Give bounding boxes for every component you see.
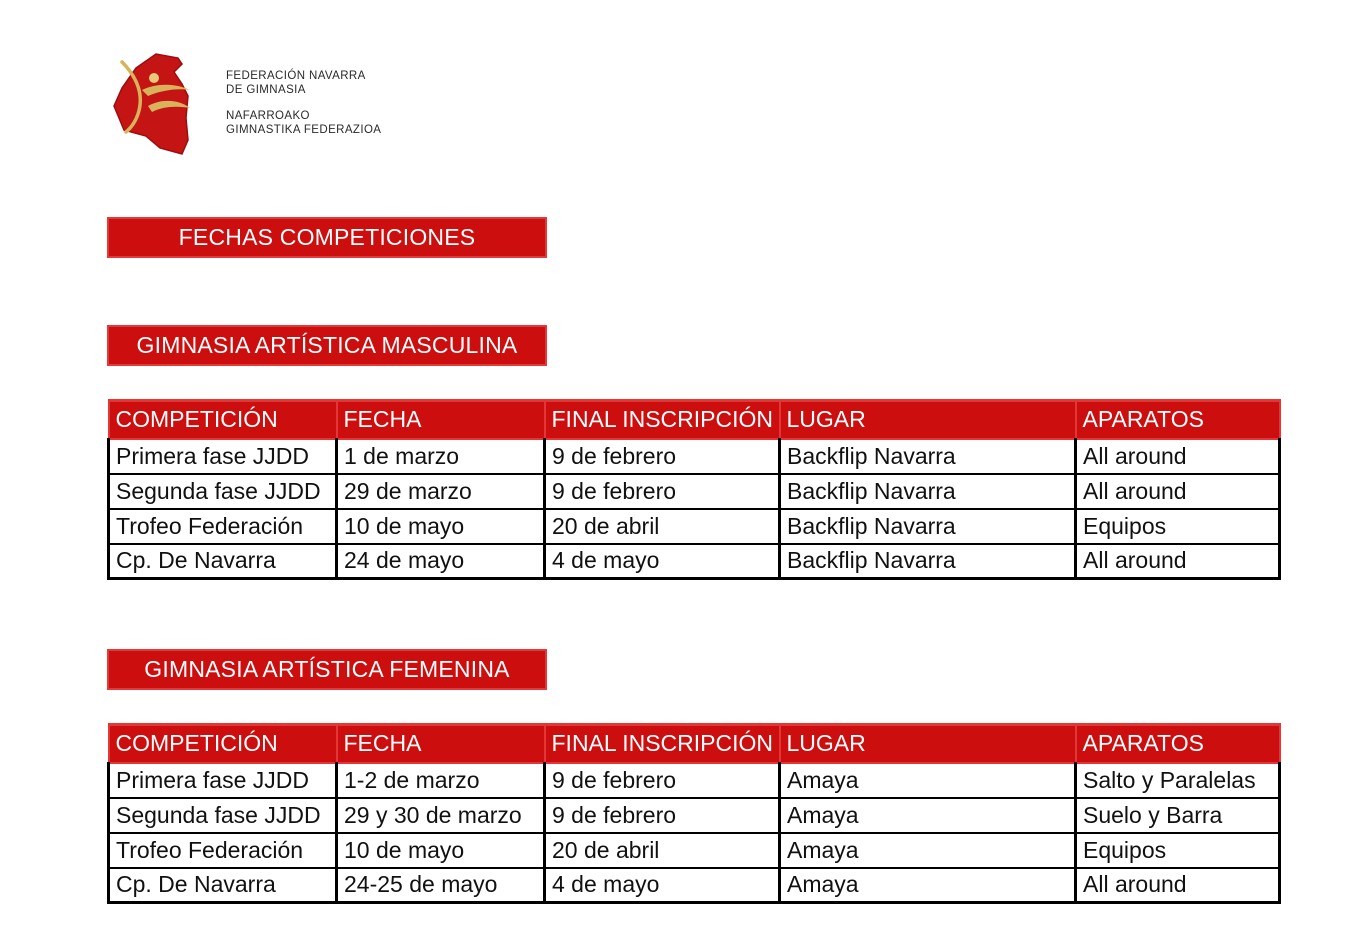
header-aparatos: APARATOS bbox=[1076, 401, 1280, 439]
cell-fecha: 24 de mayo bbox=[337, 544, 545, 579]
header-fecha: FECHA bbox=[337, 401, 545, 439]
table-row bbox=[109, 544, 1280, 579]
cell-aparatos: Equipos bbox=[1076, 833, 1280, 868]
table-row bbox=[109, 763, 1280, 798]
header-lugar: LUGAR bbox=[780, 401, 1076, 439]
table-row bbox=[109, 474, 1280, 509]
cell-fecha: 29 y 30 de marzo bbox=[337, 798, 545, 833]
cell-fecha: 10 de mayo bbox=[337, 509, 545, 544]
federation-emblem-icon bbox=[108, 48, 218, 160]
cell-competicion: Segunda fase JJDD bbox=[109, 798, 337, 833]
cell-competicion: Trofeo Federación bbox=[109, 509, 337, 544]
table-row bbox=[109, 439, 1280, 474]
section-heading-masculina: GIMNASIA ARTÍSTICA MASCULINA bbox=[107, 325, 547, 366]
logo-text bbox=[226, 69, 381, 137]
cell-lugar: Amaya bbox=[780, 798, 1076, 833]
cell-final-inscripcion: 9 de febrero bbox=[545, 474, 780, 509]
cell-lugar: Amaya bbox=[780, 833, 1076, 868]
cell-competicion: Cp. De Navarra bbox=[109, 544, 337, 579]
cell-competicion: Cp. De Navarra bbox=[109, 868, 337, 903]
cell-aparatos: Equipos bbox=[1076, 509, 1280, 544]
cell-final-inscripcion: 20 de abril bbox=[545, 833, 780, 868]
page-title: FECHAS COMPETICIONES bbox=[107, 217, 547, 258]
competitions-table-masculina bbox=[107, 399, 1281, 580]
logo-line-1: FEDERACIÓN NAVARRA bbox=[226, 70, 366, 82]
cell-lugar: Backflip Navarra bbox=[780, 439, 1076, 474]
cell-lugar: Amaya bbox=[780, 868, 1076, 903]
cell-aparatos: Salto y Paralelas bbox=[1076, 763, 1280, 798]
table-row bbox=[109, 798, 1280, 833]
header-final-inscripcion: FINAL INSCRIPCIÓN bbox=[545, 401, 780, 439]
cell-fecha: 29 de marzo bbox=[337, 474, 545, 509]
table-row bbox=[109, 509, 1280, 544]
cell-lugar: Backflip Navarra bbox=[780, 544, 1076, 579]
header-aparatos: APARATOS bbox=[1076, 725, 1280, 763]
cell-fecha: 24-25 de mayo bbox=[337, 868, 545, 903]
cell-fecha: 10 de mayo bbox=[337, 833, 545, 868]
table-header-row bbox=[109, 725, 1280, 763]
cell-lugar: Amaya bbox=[780, 763, 1076, 798]
section-heading-femenina: GIMNASIA ARTÍSTICA FEMENINA bbox=[107, 649, 547, 690]
competitions-table-femenina bbox=[107, 723, 1281, 904]
cell-aparatos: Suelo y Barra bbox=[1076, 798, 1280, 833]
header-final-inscripcion: FINAL INSCRIPCIÓN bbox=[545, 725, 780, 763]
cell-fecha: 1-2 de marzo bbox=[337, 763, 545, 798]
cell-lugar: Backflip Navarra bbox=[780, 509, 1076, 544]
cell-competicion: Primera fase JJDD bbox=[109, 763, 337, 798]
cell-fecha: 1 de marzo bbox=[337, 439, 545, 474]
cell-final-inscripcion: 4 de mayo bbox=[545, 868, 780, 903]
table-row bbox=[109, 868, 1280, 903]
cell-aparatos: All around bbox=[1076, 544, 1280, 579]
cell-final-inscripcion: 9 de febrero bbox=[545, 439, 780, 474]
logo-line-2: DE GIMNASIA bbox=[226, 84, 306, 96]
cell-final-inscripcion: 20 de abril bbox=[545, 509, 780, 544]
cell-competicion: Primera fase JJDD bbox=[109, 439, 337, 474]
table-header-row bbox=[109, 401, 1280, 439]
cell-aparatos: All around bbox=[1076, 439, 1280, 474]
logo-line-4: GIMNASTIKA FEDERAZIOA bbox=[226, 124, 382, 136]
header-fecha: FECHA bbox=[337, 725, 545, 763]
table-row bbox=[109, 833, 1280, 868]
cell-lugar: Backflip Navarra bbox=[780, 474, 1076, 509]
cell-aparatos: All around bbox=[1076, 868, 1280, 903]
header-competicion: COMPETICIÓN bbox=[109, 725, 337, 763]
header-competicion: COMPETICIÓN bbox=[109, 401, 337, 439]
cell-competicion: Trofeo Federación bbox=[109, 833, 337, 868]
cell-competicion: Segunda fase JJDD bbox=[109, 474, 337, 509]
cell-final-inscripcion: 9 de febrero bbox=[545, 763, 780, 798]
cell-final-inscripcion: 9 de febrero bbox=[545, 798, 780, 833]
cell-aparatos: All around bbox=[1076, 474, 1280, 509]
federation-logo bbox=[108, 48, 408, 160]
cell-final-inscripcion: 4 de mayo bbox=[545, 544, 780, 579]
logo-line-3: NAFARROAKO bbox=[226, 110, 310, 122]
header-lugar: LUGAR bbox=[780, 725, 1076, 763]
